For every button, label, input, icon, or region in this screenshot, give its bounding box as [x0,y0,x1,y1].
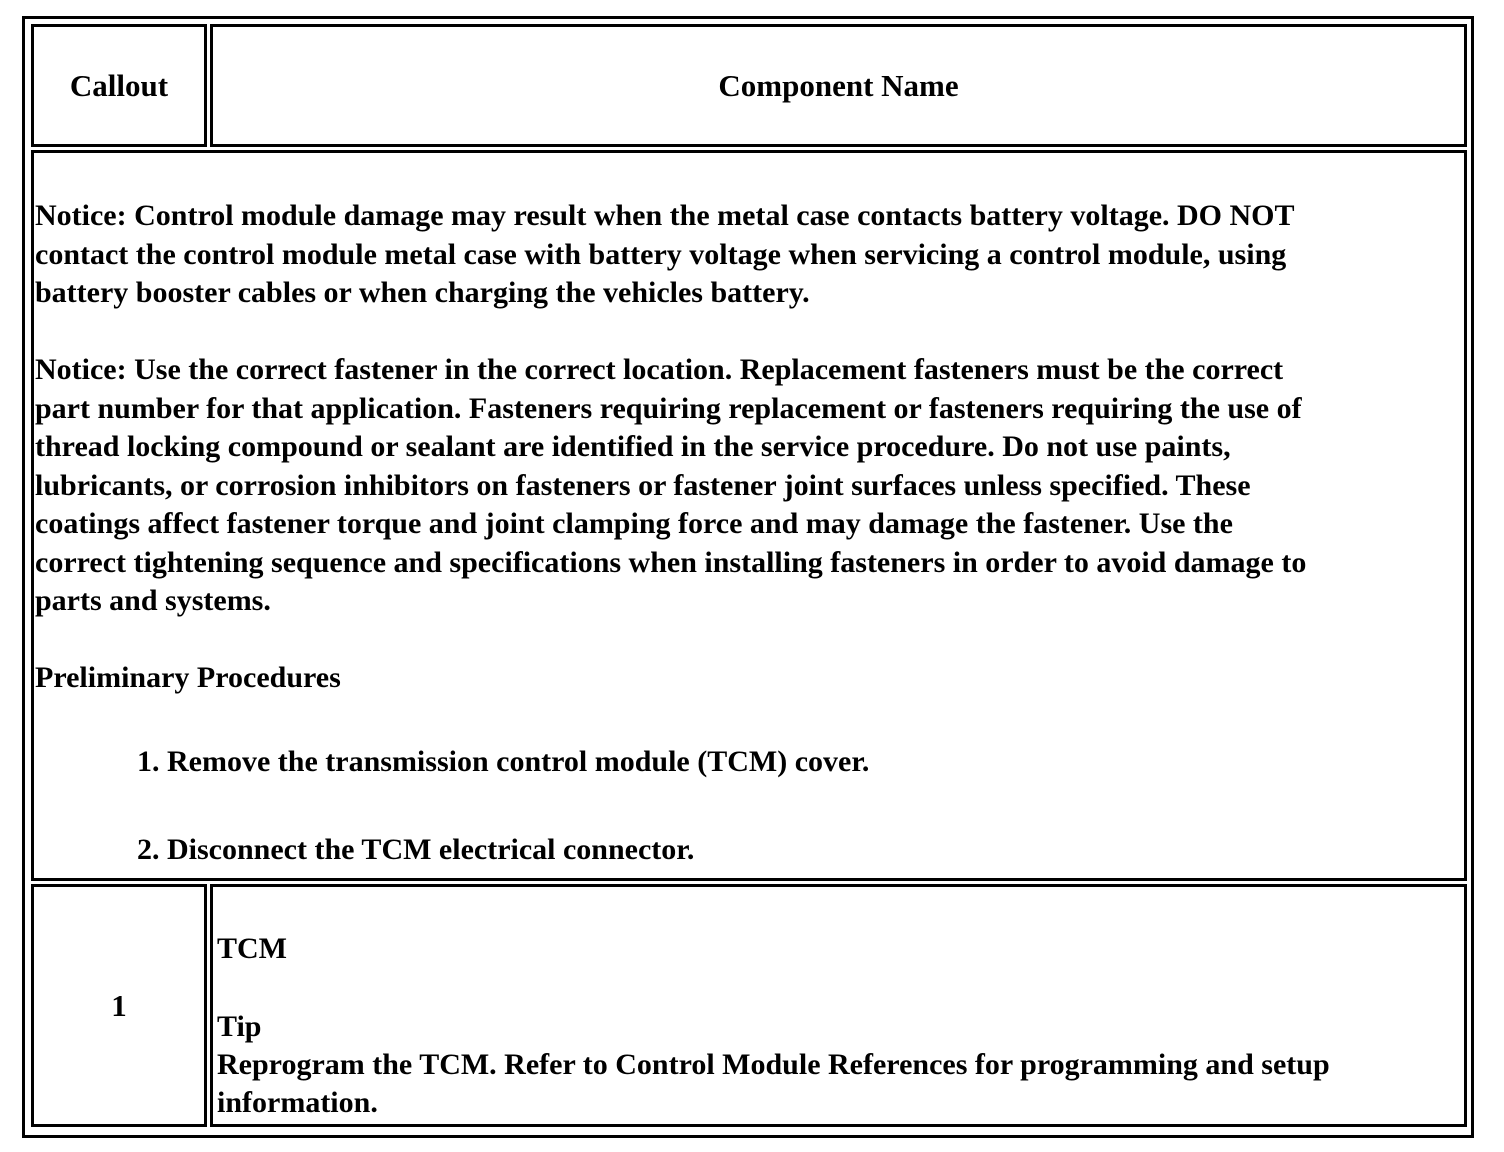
notice-line: correct tightening sequence and specifications when installing fasteners in order to avoid damage to [35,545,1307,579]
notice-line: contact the control module metal case with battery voltage when servicing a control module, using [35,237,1287,271]
notice-line: Notice: Control module damage may result when the metal case contacts battery voltage. DO NOT [35,199,1295,232]
notice-line: thread locking compound or sealant are identified in the service procedure. Do not use paints, [35,430,1231,463]
tip-label: Tip [217,1010,262,1043]
tip-text-line: information. [217,1086,378,1119]
notice-line: lubricants, or corrosion inhibitors on fasteners or fastener joint surfaces unless specified. These [35,468,1251,502]
callout-number: 1 [111,987,127,1023]
header-callout-label: Callout [69,67,169,103]
row-callout-cell [31,884,207,1127]
notice-fasteners [35,351,1465,621]
tip-text-line: Reprogram the TCM. Refer to Control Module References for programming and setup [217,1048,1330,1081]
procedure-step-2: 2. Disconnect the TCM electrical connector. [137,833,695,866]
component-name: TCM [217,932,287,965]
notice-line: part number for that application. Fasteners requiring replacement or fasteners requiring the use of [35,391,1302,425]
row-component-cell [210,884,1467,1127]
notice-line: coatings affect fastener torque and joint clamping force and may damage the fastener. Use the [35,507,1233,540]
notice-line: parts and systems. [35,584,271,617]
notice-line: Notice: Use the correct fastener in the correct location. Replacement fasteners must be the correct [35,353,1284,386]
procedure-step-1: 1. Remove the transmission control module (TCM) cover. [137,745,870,778]
header-callout [31,24,207,147]
preliminary-procedures-heading: Preliminary Procedures [35,661,341,694]
header-component-name-label: Component Name [718,67,959,103]
notice-control-module [35,197,1465,313]
notice-line: battery booster cables or when charging the vehicles battery. [35,276,810,309]
header-component-name [210,24,1467,147]
